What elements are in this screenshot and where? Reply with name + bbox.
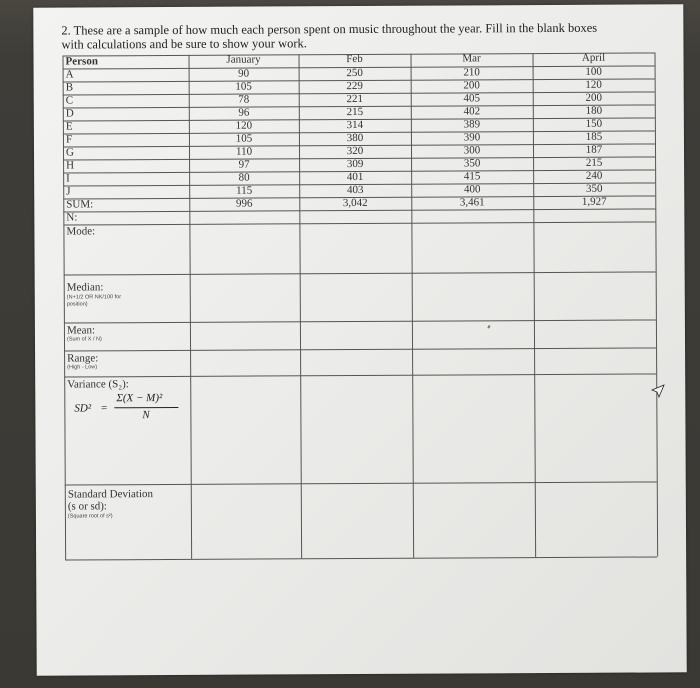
header-mar: Mar [462, 52, 481, 65]
value-a-january: 90 [238, 67, 250, 80]
sum-value-feb: 3,042 [342, 196, 368, 210]
sum-label: SUM: [66, 198, 94, 211]
value-h-january: 97 [238, 158, 250, 171]
std-dev-sublabel: (s or sd): [67, 500, 108, 513]
value-h-feb: 309 [346, 157, 364, 171]
value-g-mar: 300 [463, 144, 481, 157]
formula-equals: = [100, 402, 108, 415]
header-january: January [226, 53, 261, 66]
row-line-14 [64, 271, 656, 275]
variance-label: Variance (S₂): [67, 378, 129, 391]
value-j-mar: 400 [463, 183, 481, 196]
value-b-april: 120 [585, 78, 602, 91]
header-april: April [581, 51, 606, 64]
value-e-mar: 389 [463, 118, 481, 131]
range-hint: (High - Low) [67, 364, 98, 371]
value-i-april: 240 [585, 169, 603, 182]
value-c-january: 78 [238, 93, 250, 106]
formula-sd-squared: SD² [74, 402, 92, 415]
person-label-b: B [65, 81, 74, 94]
value-d-january: 96 [238, 106, 250, 119]
value-f-mar: 390 [463, 131, 481, 144]
row-line-13 [63, 221, 655, 225]
value-c-feb: 221 [346, 92, 364, 106]
value-d-feb: 215 [346, 105, 364, 119]
value-b-mar: 200 [463, 79, 480, 92]
person-label-f: F [65, 133, 73, 146]
sum-value-april: 1,927 [581, 195, 607, 208]
value-f-feb: 380 [346, 131, 364, 145]
mean-label: Mean: [66, 324, 96, 337]
value-h-april: 215 [585, 156, 603, 169]
person-label-e: E [65, 120, 73, 133]
worksheet-page [33, 4, 686, 675]
row-line-17 [64, 373, 656, 377]
value-a-mar: 210 [463, 66, 480, 79]
value-i-january: 80 [238, 171, 250, 184]
instructions-line-1: 2. These are a sample of how much each person spent on music throughout the year. Fill in the blank boxes [61, 20, 598, 38]
instructions [61, 20, 661, 51]
row-line-18 [65, 481, 657, 485]
person-label-j: J [66, 185, 71, 198]
value-g-april: 187 [585, 143, 603, 156]
value-f-april: 185 [585, 130, 603, 143]
std-dev-label: Standard Deviation [67, 488, 154, 501]
person-label-c: C [65, 94, 74, 107]
sum-value-mar: 3,461 [459, 196, 485, 209]
value-c-mar: 405 [463, 92, 481, 105]
formula-fraction-bar [114, 407, 178, 408]
range-label: Range: [67, 352, 99, 365]
value-c-april: 200 [585, 91, 603, 104]
n-label: N: [66, 211, 78, 224]
value-g-feb: 320 [346, 144, 364, 158]
value-d-april: 180 [585, 104, 603, 117]
music-spending-table [63, 52, 658, 559]
mode-label: Mode: [66, 225, 96, 238]
person-label-g: G [65, 146, 74, 159]
value-j-april: 350 [585, 182, 603, 195]
value-e-january: 120 [235, 119, 253, 132]
value-a-feb: 250 [346, 66, 363, 80]
std-dev-hint: (Square root of s²) [67, 513, 113, 520]
row-line-15 [64, 319, 656, 323]
sum-value-january: 996 [236, 197, 253, 210]
median-hint-2: position) [66, 301, 88, 308]
median-hint: (N+1/2 OR NK/100 for [66, 294, 122, 301]
person-label-a: A [65, 68, 74, 81]
mouse-pointer-icon [650, 383, 666, 399]
value-e-april: 150 [585, 117, 603, 130]
row-line-16 [64, 347, 656, 351]
person-label-h: H [66, 159, 75, 172]
mean-hint: (Sum of X / N) [66, 336, 102, 343]
value-a-april: 100 [585, 65, 602, 78]
value-i-mar: 415 [463, 170, 481, 183]
person-label-d: D [65, 107, 74, 120]
value-b-feb: 229 [346, 79, 363, 93]
value-j-january: 115 [236, 184, 253, 197]
value-e-feb: 314 [346, 118, 364, 132]
value-j-feb: 403 [346, 183, 364, 197]
value-i-feb: 401 [346, 170, 364, 184]
header-feb: Feb [346, 52, 363, 66]
value-g-january: 110 [235, 145, 253, 158]
header-person: Person [65, 55, 98, 68]
row-line-12 [63, 208, 655, 212]
pencil-mark [487, 325, 490, 329]
formula-numerator: Σ(X − M)² [116, 392, 163, 405]
value-d-mar: 402 [463, 105, 481, 118]
value-h-mar: 350 [463, 157, 481, 170]
person-label-i: I [66, 172, 70, 185]
instructions-line-2: with calculations and be sure to show your work. [61, 36, 307, 52]
row-line-bottom [65, 556, 657, 560]
value-b-january: 105 [235, 80, 252, 93]
formula-denominator: N [142, 409, 150, 422]
value-f-january: 105 [235, 132, 253, 145]
median-label: Median: [66, 281, 104, 294]
